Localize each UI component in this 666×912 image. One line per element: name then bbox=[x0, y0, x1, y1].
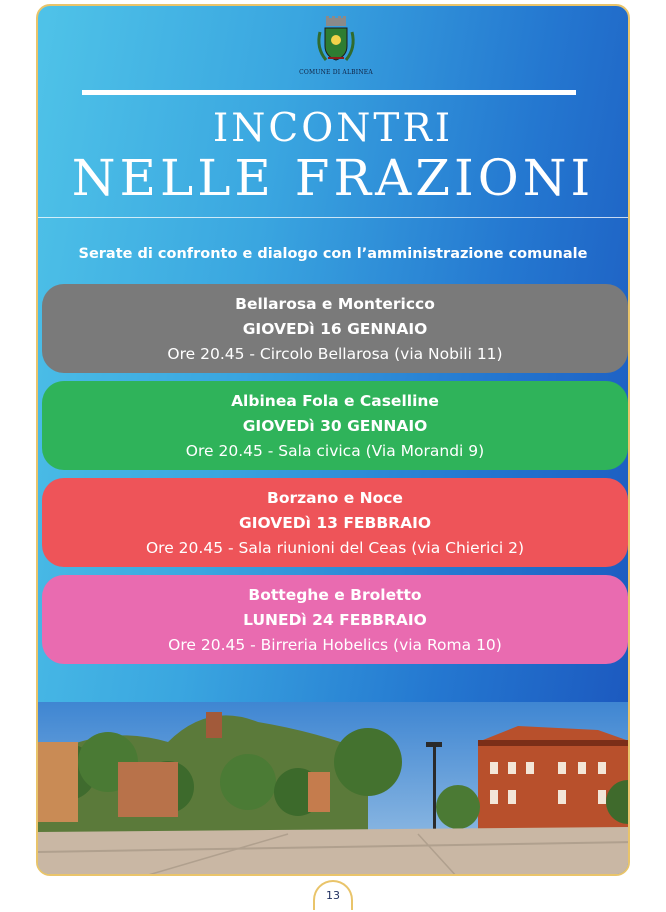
event-info: Ore 20.45 - Birreria Hobelics (via Roma 10) bbox=[168, 636, 502, 654]
event-place: Borzano e Noce bbox=[267, 489, 403, 507]
subtitle: Serate di confronto e dialogo con l’amministrazione comunale bbox=[78, 246, 588, 262]
event-info: Ore 20.45 - Sala riunioni del Ceas (via Chierici 2) bbox=[145, 539, 524, 557]
crest-label: COMUNE DI ALBINEA bbox=[299, 69, 373, 76]
event-card bbox=[42, 381, 628, 470]
crest-icon bbox=[314, 14, 358, 68]
town-crest bbox=[299, 14, 373, 76]
event-date: GIOVEDì 16 GENNAIO bbox=[242, 320, 428, 338]
event-card bbox=[42, 478, 628, 567]
poster bbox=[36, 4, 630, 876]
event-place: Bellarosa e Montericco bbox=[235, 295, 435, 313]
event-date: GIOVEDì 13 FEBBRAIO bbox=[238, 514, 432, 532]
event-list bbox=[42, 284, 628, 672]
event-place: Albinea Fola e Caselline bbox=[231, 392, 439, 410]
event-date: GIOVEDì 30 GENNAIO bbox=[242, 417, 428, 435]
event-card bbox=[42, 575, 628, 664]
town-square-photo bbox=[38, 702, 630, 876]
event-card bbox=[42, 284, 628, 373]
page-number: 13 bbox=[313, 880, 353, 910]
event-info: Ore 20.45 - Sala civica (Via Morandi 9) bbox=[185, 442, 485, 460]
event-info: Ore 20.45 - Circolo Bellarosa (via Nobili 11) bbox=[167, 345, 503, 363]
title-line-2: NELLE FRAZIONI bbox=[71, 149, 595, 207]
title-line-1: INCONTRI bbox=[212, 106, 454, 151]
title-divider bbox=[38, 217, 628, 218]
event-date: LUNEDì 24 FEBBRAIO bbox=[243, 611, 427, 629]
event-place: Botteghe e Broletto bbox=[248, 586, 422, 604]
title-bar bbox=[82, 90, 576, 95]
